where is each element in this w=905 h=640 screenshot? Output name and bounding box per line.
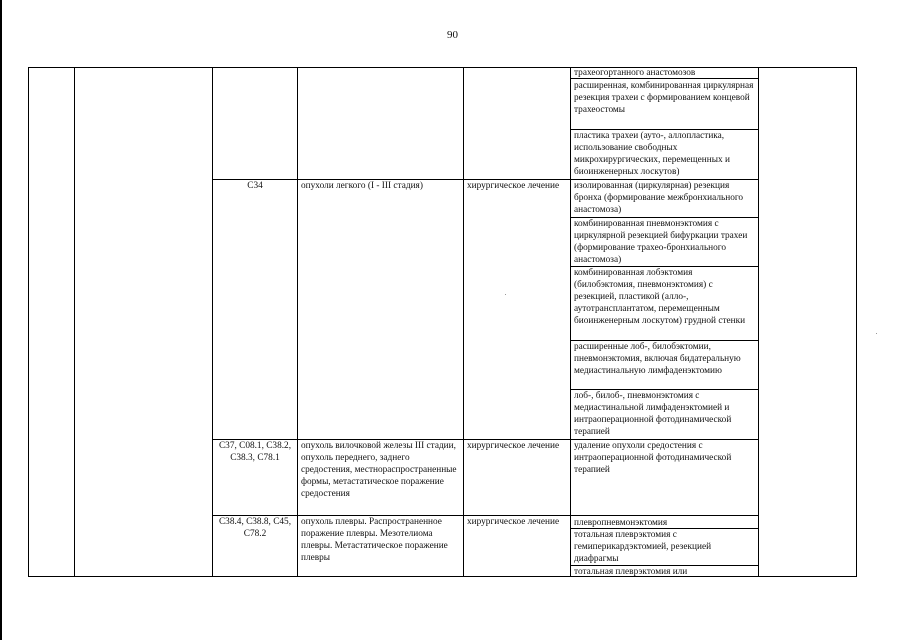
method-cell: тотальная плеврэктомия или [574,567,688,577]
medical-procedures-table [28,67,857,577]
method-cell: удаление опухоли средостения с интраоперационной фотодинамической терапией [574,441,732,475]
icd-codes-cell: C38.4, C38.8, C45, C78.2 [218,517,292,539]
column-divider [463,68,464,576]
scan-edge [0,0,2,640]
page-number: 90 [447,29,458,41]
treatment-cell: хирургическое лечение [467,441,560,451]
icd-codes-cell: C34 [247,181,263,191]
method-cell: комбинированная лобэктомия (билобэктомия, пневмонэктомия) с резекцией, пластикой (алло-, аутотрансплантатом, перемещенным биоинженерным лоскутом) грудной стенки [574,268,746,326]
scan-speck [505,294,506,295]
column-divider [74,68,75,576]
column-divider [212,68,213,576]
method-cell: расширенная, комбинированная циркулярная резекция трахеи с формированием концевой трахеостомы [574,81,754,115]
disease-cell: опухоль вилочковой железы III стадии, опухоль переднего, заднего средостения, местнораспространенные формы, метастатическое поражение средостения [301,441,457,499]
column-divider [758,68,759,576]
treatment-cell: хирургическое лечение [467,181,560,191]
method-cell: трахеогортанного анастомозов [574,68,696,78]
method-cell: комбинированная пневмонэктомия с циркулярной резекцией бифуркации трахеи (формирование трахео-бронхиального анастомоза) [574,219,748,265]
disease-cell: опухоли легкого (I - III стадия) [301,181,423,191]
method-cell: пластика трахеи (ауто-, аллопластика, использование свободных микрохирургических, перемещенных и биоинженерных лоскутов) [574,131,730,177]
method-cell: изолированная (циркулярная) резекция бронха (формирование межбронхиального анастомоза) [574,181,744,215]
method-cell: лоб-, билоб-, пневмонэктомия с медиастинальной лимфаденэктомией и интраоперационной фотодинамической терапией [574,391,732,437]
method-cell: расширенные лоб-, билобэктомии, пневмонэктомия, включая бидатеральную медиастинальную лимфаденэктомию [574,342,741,376]
method-cell: тотальная плеврэктомия с гемиперикардэктомией, резекцией диафрагмы [574,530,712,564]
disease-cell: опухоль плевры. Распространенное поражение плевры. Мезотелиома плевры. Метастатическое поражение плевры [301,517,448,563]
treatment-cell: хирургическое лечение [467,517,560,527]
method-cell: плевропневмонэктомия [574,518,668,528]
icd-codes-cell: C37, C08.1, C38.2, C38.3, C78.1 [218,441,292,463]
scan-speck [876,333,877,334]
